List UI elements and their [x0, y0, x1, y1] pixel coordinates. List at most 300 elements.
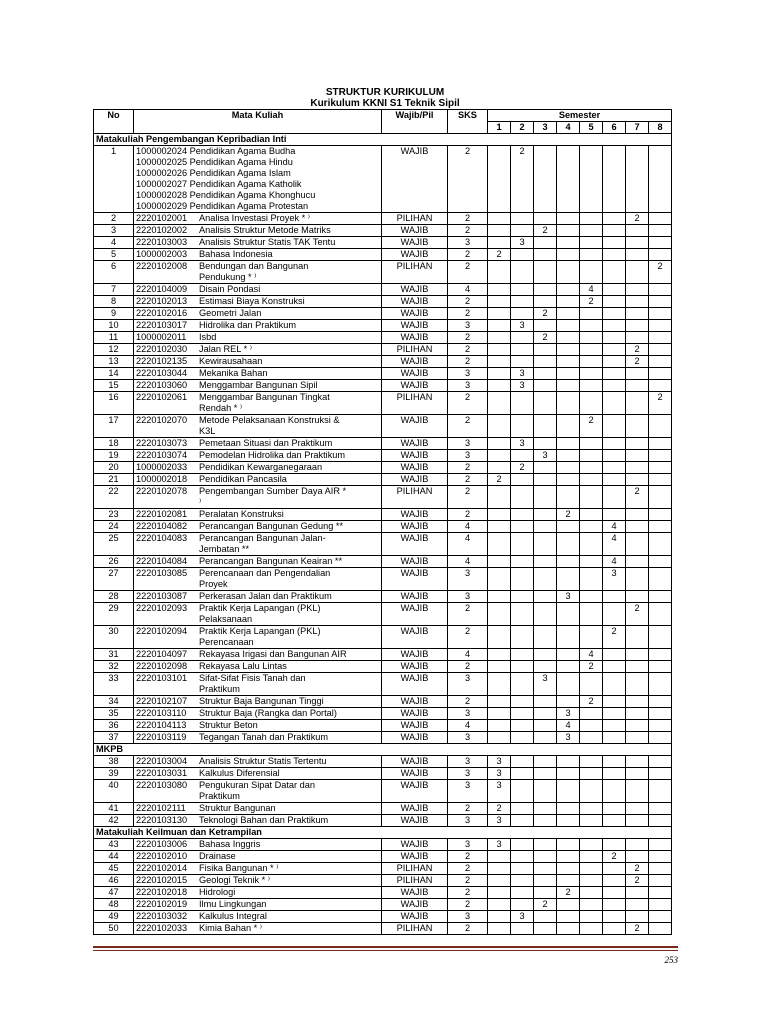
table-row: [94, 296, 672, 308]
cell-sem-1: [488, 732, 511, 744]
cell-no: 21: [94, 474, 134, 486]
cell-wajib-pil: WAJIB: [382, 626, 448, 649]
cell-mata-kuliah: [134, 533, 382, 556]
course-name: Perencanaan dan Pengendalian: [199, 568, 331, 578]
cell-sem-8: [649, 213, 672, 225]
cell-sem-6: [603, 732, 626, 744]
cell-sem-7: [626, 839, 649, 851]
header-sem-3: 3: [534, 122, 557, 134]
cell-sem-3: [534, 839, 557, 851]
course-name: Metode Pelaksanaan Konstruksi &: [199, 415, 340, 425]
cell-sem-3: [534, 533, 557, 556]
cell-sem-2: [511, 249, 534, 261]
cell-sem-2: [511, 556, 534, 568]
table-row: [94, 768, 672, 780]
table-row: [94, 462, 672, 474]
course-code: 2220103044: [136, 368, 188, 378]
cell-sem-1: [488, 673, 511, 696]
cell-sem-5: [580, 568, 603, 591]
cell-sem-7: 2: [626, 863, 649, 875]
cell-sks: 2: [448, 887, 488, 899]
section-row: [94, 134, 672, 146]
course-code: 2220103085: [136, 568, 188, 578]
cell-sem-4: [557, 344, 580, 356]
cell-sem-3: [534, 380, 557, 392]
table-row: [94, 533, 672, 556]
cell-sks: 2: [448, 803, 488, 815]
cell-sem-4: [557, 899, 580, 911]
cell-sks: 3: [448, 673, 488, 696]
course-code: 2220102030: [136, 344, 188, 354]
cell-mata-kuliah: [134, 720, 382, 732]
cell-sem-6: [603, 591, 626, 603]
cell-sem-2: [511, 308, 534, 320]
cell-sem-2: [511, 696, 534, 708]
cell-wajib-pil: WAJIB: [382, 591, 448, 603]
cell-sks: 4: [448, 521, 488, 533]
cell-sem-4: [557, 768, 580, 780]
cell-sem-2: [511, 533, 534, 556]
cell-sem-5: [580, 851, 603, 863]
cell-sem-1: 2: [488, 803, 511, 815]
course-code: 2220102015: [136, 875, 188, 885]
table-row: [94, 720, 672, 732]
course-code: 1000002033: [136, 462, 188, 472]
cell-sem-2: 2: [511, 146, 534, 213]
table-row: [94, 803, 672, 815]
cell-sem-7: [626, 626, 649, 649]
cell-sem-6: [603, 462, 626, 474]
cell-sem-7: [626, 308, 649, 320]
cell-sem-6: [603, 225, 626, 237]
cell-sem-6: [603, 923, 626, 935]
cell-sem-1: 3: [488, 815, 511, 827]
cell-sem-1: [488, 213, 511, 225]
cell-sem-2: [511, 732, 534, 744]
header-sem-6: 6: [603, 122, 626, 134]
cell-sem-5: [580, 249, 603, 261]
course-name: Kalkulus Integral: [199, 911, 267, 921]
cell-sem-5: [580, 320, 603, 332]
cell-sem-3: 2: [534, 332, 557, 344]
cell-sem-3: [534, 556, 557, 568]
cell-wajib-pil: PILIHAN: [382, 875, 448, 887]
cell-sem-4: [557, 815, 580, 827]
course-name: Pengembangan Sumber Daya AIR *: [199, 486, 347, 496]
cell-sem-2: [511, 923, 534, 935]
cell-sks: 3: [448, 732, 488, 744]
cell-mata-kuliah: [134, 708, 382, 720]
section-row: [94, 744, 672, 756]
cell-wajib-pil: WAJIB: [382, 556, 448, 568]
cell-wajib-pil: WAJIB: [382, 237, 448, 249]
cell-sem-8: [649, 603, 672, 626]
course-name: Bendungan dan Bangunan: [199, 261, 309, 271]
cell-mata-kuliah: [134, 732, 382, 744]
cell-sem-5: [580, 911, 603, 923]
cell-sem-8: [649, 474, 672, 486]
course-name: Jalan REL * ⁾: [199, 344, 252, 354]
cell-sem-5: 2: [580, 696, 603, 708]
cell-sem-2: [511, 332, 534, 344]
cell-wajib-pil: WAJIB: [382, 225, 448, 237]
cell-no: 33: [94, 673, 134, 696]
cell-sem-1: [488, 887, 511, 899]
cell-no: 47: [94, 887, 134, 899]
cell-sem-7: [626, 661, 649, 673]
cell-sem-6: [603, 392, 626, 415]
course-name: Drainase: [199, 851, 236, 861]
table-row: [94, 815, 672, 827]
cell-sem-5: [580, 438, 603, 450]
cell-sem-1: [488, 392, 511, 415]
cell-mata-kuliah: [134, 673, 382, 696]
course-code: 2220104097: [136, 649, 188, 659]
cell-sem-8: [649, 509, 672, 521]
cell-mata-kuliah: [134, 146, 382, 213]
cell-wajib-pil: WAJIB: [382, 462, 448, 474]
cell-sem-8: [649, 768, 672, 780]
cell-sem-7: 2: [626, 213, 649, 225]
cell-sks: 3: [448, 237, 488, 249]
cell-wajib-pil: WAJIB: [382, 887, 448, 899]
cell-wajib-pil: WAJIB: [382, 756, 448, 768]
course-name: Ilmu Lingkungan: [199, 899, 267, 909]
cell-sem-4: [557, 320, 580, 332]
table-row: [94, 673, 672, 696]
cell-sem-3: [534, 356, 557, 368]
cell-mata-kuliah: [134, 887, 382, 899]
cell-sem-1: [488, 225, 511, 237]
cell-sem-7: [626, 392, 649, 415]
table-row: [94, 146, 672, 213]
cell-sem-5: [580, 533, 603, 556]
cell-wajib-pil: WAJIB: [382, 521, 448, 533]
cell-sem-4: [557, 863, 580, 875]
course-name: Bahasa Inggris: [199, 839, 261, 849]
cell-sem-3: [534, 851, 557, 863]
course-name: Rendah * ⁾: [199, 403, 243, 413]
cell-sem-6: [603, 213, 626, 225]
cell-sem-4: [557, 486, 580, 509]
cell-sem-6: [603, 320, 626, 332]
page-number: 253: [664, 955, 678, 965]
course-code: 2220104084: [136, 556, 188, 566]
cell-sem-5: [580, 863, 603, 875]
cell-sem-3: [534, 249, 557, 261]
course-code: 2220102014: [136, 863, 188, 873]
cell-sem-3: [534, 568, 557, 591]
cell-sem-1: [488, 296, 511, 308]
cell-sem-8: [649, 533, 672, 556]
course-name: Analisis Struktur Statis Tertentu: [199, 756, 327, 766]
cell-sem-8: [649, 320, 672, 332]
cell-sem-1: [488, 380, 511, 392]
cell-sem-2: [511, 626, 534, 649]
cell-wajib-pil: WAJIB: [382, 815, 448, 827]
cell-sem-3: [534, 486, 557, 509]
cell-sem-1: [488, 708, 511, 720]
cell-sks: 3: [448, 708, 488, 720]
table-row: [94, 568, 672, 591]
cell-sem-4: [557, 661, 580, 673]
cell-sem-3: 2: [534, 225, 557, 237]
cell-mata-kuliah: [134, 474, 382, 486]
cell-sem-6: [603, 261, 626, 284]
cell-wajib-pil: PILIHAN: [382, 863, 448, 875]
header-sem-7: 7: [626, 122, 649, 134]
cell-sem-8: [649, 462, 672, 474]
header-sem-5: 5: [580, 122, 603, 134]
cell-sem-7: [626, 568, 649, 591]
cell-sem-4: [557, 438, 580, 450]
course-name: Pelaksanaan: [199, 614, 253, 624]
cell-sem-7: [626, 438, 649, 450]
cell-sks: 2: [448, 509, 488, 521]
cell-sem-2: 3: [511, 380, 534, 392]
header-sem-2: 2: [511, 122, 534, 134]
cell-sem-6: [603, 249, 626, 261]
cell-sem-3: [534, 661, 557, 673]
cell-wajib-pil: WAJIB: [382, 568, 448, 591]
cell-sem-7: [626, 380, 649, 392]
cell-wajib-pil: WAJIB: [382, 356, 448, 368]
course-name: Praktikum: [199, 791, 240, 801]
cell-no: 16: [94, 392, 134, 415]
course-name: Perancangan Bangunan Gedung **: [199, 521, 344, 531]
cell-wajib-pil: WAJIB: [382, 673, 448, 696]
cell-sks: 2: [448, 899, 488, 911]
cell-sem-1: [488, 696, 511, 708]
cell-sem-8: [649, 708, 672, 720]
footer-rule: [93, 946, 678, 948]
course-name: Isbd: [199, 332, 217, 342]
cell-sem-6: [603, 780, 626, 803]
course-name: Struktur Baja Bangunan Tinggi: [199, 696, 324, 706]
course-name: Perencanaan: [199, 637, 254, 647]
cell-wajib-pil: WAJIB: [382, 780, 448, 803]
cell-sem-3: [534, 438, 557, 450]
cell-sem-5: [580, 392, 603, 415]
cell-mata-kuliah: [134, 568, 382, 591]
cell-sem-3: [534, 284, 557, 296]
cell-mata-kuliah: [134, 438, 382, 450]
cell-sem-2: [511, 803, 534, 815]
cell-sem-3: [534, 344, 557, 356]
cell-sem-4: [557, 261, 580, 284]
cell-sem-1: [488, 591, 511, 603]
cell-sem-7: [626, 673, 649, 696]
cell-sem-6: [603, 296, 626, 308]
cell-no: 39: [94, 768, 134, 780]
cell-no: 28: [94, 591, 134, 603]
cell-sem-7: [626, 591, 649, 603]
course-code: 2220102001: [136, 213, 188, 223]
cell-no: 32: [94, 661, 134, 673]
course-code: 2220102010: [136, 851, 188, 861]
cell-mata-kuliah: [134, 356, 382, 368]
cell-sem-8: [649, 673, 672, 696]
cell-sem-8: [649, 296, 672, 308]
cell-no: 49: [94, 911, 134, 923]
cell-sem-6: [603, 438, 626, 450]
cell-no: 23: [94, 509, 134, 521]
cell-sks: 2: [448, 344, 488, 356]
cell-sem-1: [488, 720, 511, 732]
cell-sem-5: [580, 356, 603, 368]
cell-sem-5: 2: [580, 296, 603, 308]
cell-sem-5: [580, 732, 603, 744]
cell-sem-4: 2: [557, 509, 580, 521]
cell-mata-kuliah: [134, 803, 382, 815]
course-code: 2220102002: [136, 225, 188, 235]
cell-sem-3: [534, 237, 557, 249]
cell-wajib-pil: WAJIB: [382, 768, 448, 780]
cell-sem-6: 4: [603, 533, 626, 556]
cell-sks: 3: [448, 320, 488, 332]
cell-no: 19: [94, 450, 134, 462]
cell-sem-3: [534, 720, 557, 732]
cell-sem-8: [649, 332, 672, 344]
cell-sem-7: [626, 533, 649, 556]
cell-wajib-pil: WAJIB: [382, 720, 448, 732]
cell-sem-8: [649, 356, 672, 368]
cell-sem-6: [603, 863, 626, 875]
table-row: [94, 284, 672, 296]
cell-no: 25: [94, 533, 134, 556]
cell-sem-8: [649, 344, 672, 356]
cell-sem-7: [626, 556, 649, 568]
cell-sem-2: [511, 887, 534, 899]
cell-no: 17: [94, 415, 134, 438]
table-row: [94, 591, 672, 603]
cell-sem-5: [580, 591, 603, 603]
cell-sem-3: [534, 768, 557, 780]
cell-sem-6: [603, 509, 626, 521]
cell-mata-kuliah: [134, 462, 382, 474]
cell-wajib-pil: WAJIB: [382, 284, 448, 296]
cell-no: 10: [94, 320, 134, 332]
table-row: [94, 237, 672, 249]
table-row: [94, 380, 672, 392]
course-code: 2220102013: [136, 296, 188, 306]
cell-sem-1: [488, 146, 511, 213]
cell-sem-7: [626, 474, 649, 486]
cell-sks: 2: [448, 296, 488, 308]
cell-sem-8: [649, 839, 672, 851]
course-code: 2220103101: [136, 673, 188, 683]
cell-sem-3: [534, 392, 557, 415]
course-name: Geometri Jalan: [199, 308, 262, 318]
cell-no: 45: [94, 863, 134, 875]
cell-wajib-pil: PILIHAN: [382, 213, 448, 225]
cell-no: 27: [94, 568, 134, 591]
cell-no: 2: [94, 213, 134, 225]
cell-sem-3: [534, 911, 557, 923]
cell-sem-8: [649, 626, 672, 649]
cell-sem-7: [626, 237, 649, 249]
cell-sem-2: [511, 356, 534, 368]
cell-sem-7: 2: [626, 486, 649, 509]
cell-sem-2: [511, 863, 534, 875]
cell-sks: 4: [448, 533, 488, 556]
section-title: Matakuliah Pengembangan Kepribadian Inti: [94, 134, 672, 146]
section-title: Matakuliah Keilmuan dan Ketrampilan: [94, 827, 672, 839]
cell-sem-2: [511, 839, 534, 851]
cell-sem-1: [488, 356, 511, 368]
cell-sem-5: [580, 261, 603, 284]
course-name: Proyek: [199, 579, 228, 589]
course-name: Menggambar Bangunan Sipil: [199, 380, 318, 390]
course-code: 1000002011: [136, 332, 187, 342]
cell-no: 3: [94, 225, 134, 237]
cell-sem-2: 3: [511, 438, 534, 450]
cell-sem-8: [649, 732, 672, 744]
course-name: Kalkulus Diferensial: [199, 768, 280, 778]
cell-mata-kuliah: [134, 332, 382, 344]
cell-no: 20: [94, 462, 134, 474]
cell-sks: 3: [448, 568, 488, 591]
cell-sem-3: [534, 923, 557, 935]
cell-sem-4: [557, 756, 580, 768]
cell-sem-6: 4: [603, 521, 626, 533]
cell-sem-4: [557, 673, 580, 696]
cell-sem-3: [534, 803, 557, 815]
cell-sem-1: [488, 661, 511, 673]
cell-sem-7: [626, 332, 649, 344]
cell-mata-kuliah: [134, 284, 382, 296]
cell-no: 1: [94, 146, 134, 213]
cell-sem-5: [580, 225, 603, 237]
cell-sem-6: [603, 450, 626, 462]
cell-no: 5: [94, 249, 134, 261]
table-row: [94, 249, 672, 261]
cell-sem-8: [649, 556, 672, 568]
course-code: 2220104082: [136, 521, 188, 531]
cell-sks: 2: [448, 249, 488, 261]
cell-sem-2: 3: [511, 320, 534, 332]
cell-wajib-pil: WAJIB: [382, 661, 448, 673]
cell-sem-6: [603, 649, 626, 661]
cell-sem-5: [580, 368, 603, 380]
cell-sem-4: [557, 696, 580, 708]
cell-mata-kuliah: [134, 899, 382, 911]
cell-mata-kuliah: [134, 380, 382, 392]
cell-mata-kuliah: [134, 649, 382, 661]
cell-sem-5: [580, 815, 603, 827]
cell-sem-4: [557, 626, 580, 649]
cell-sks: 2: [448, 332, 488, 344]
cell-sem-8: [649, 780, 672, 803]
header-no: No: [94, 110, 134, 134]
course-code: 2220104083: [136, 533, 188, 543]
cell-sem-1: [488, 863, 511, 875]
cell-sem-4: [557, 474, 580, 486]
header-sem-8: 8: [649, 122, 672, 134]
course-name: 1000002026 Pendidikan Agama Islam: [136, 168, 291, 178]
cell-sem-3: [534, 887, 557, 899]
cell-sem-5: [580, 474, 603, 486]
cell-no: 8: [94, 296, 134, 308]
cell-sem-3: [534, 708, 557, 720]
cell-wajib-pil: WAJIB: [382, 603, 448, 626]
cell-sem-7: [626, 450, 649, 462]
cell-sem-7: [626, 708, 649, 720]
cell-sem-7: [626, 696, 649, 708]
footer-rule-thin: [93, 950, 678, 951]
cell-no: 29: [94, 603, 134, 626]
table-row: [94, 320, 672, 332]
